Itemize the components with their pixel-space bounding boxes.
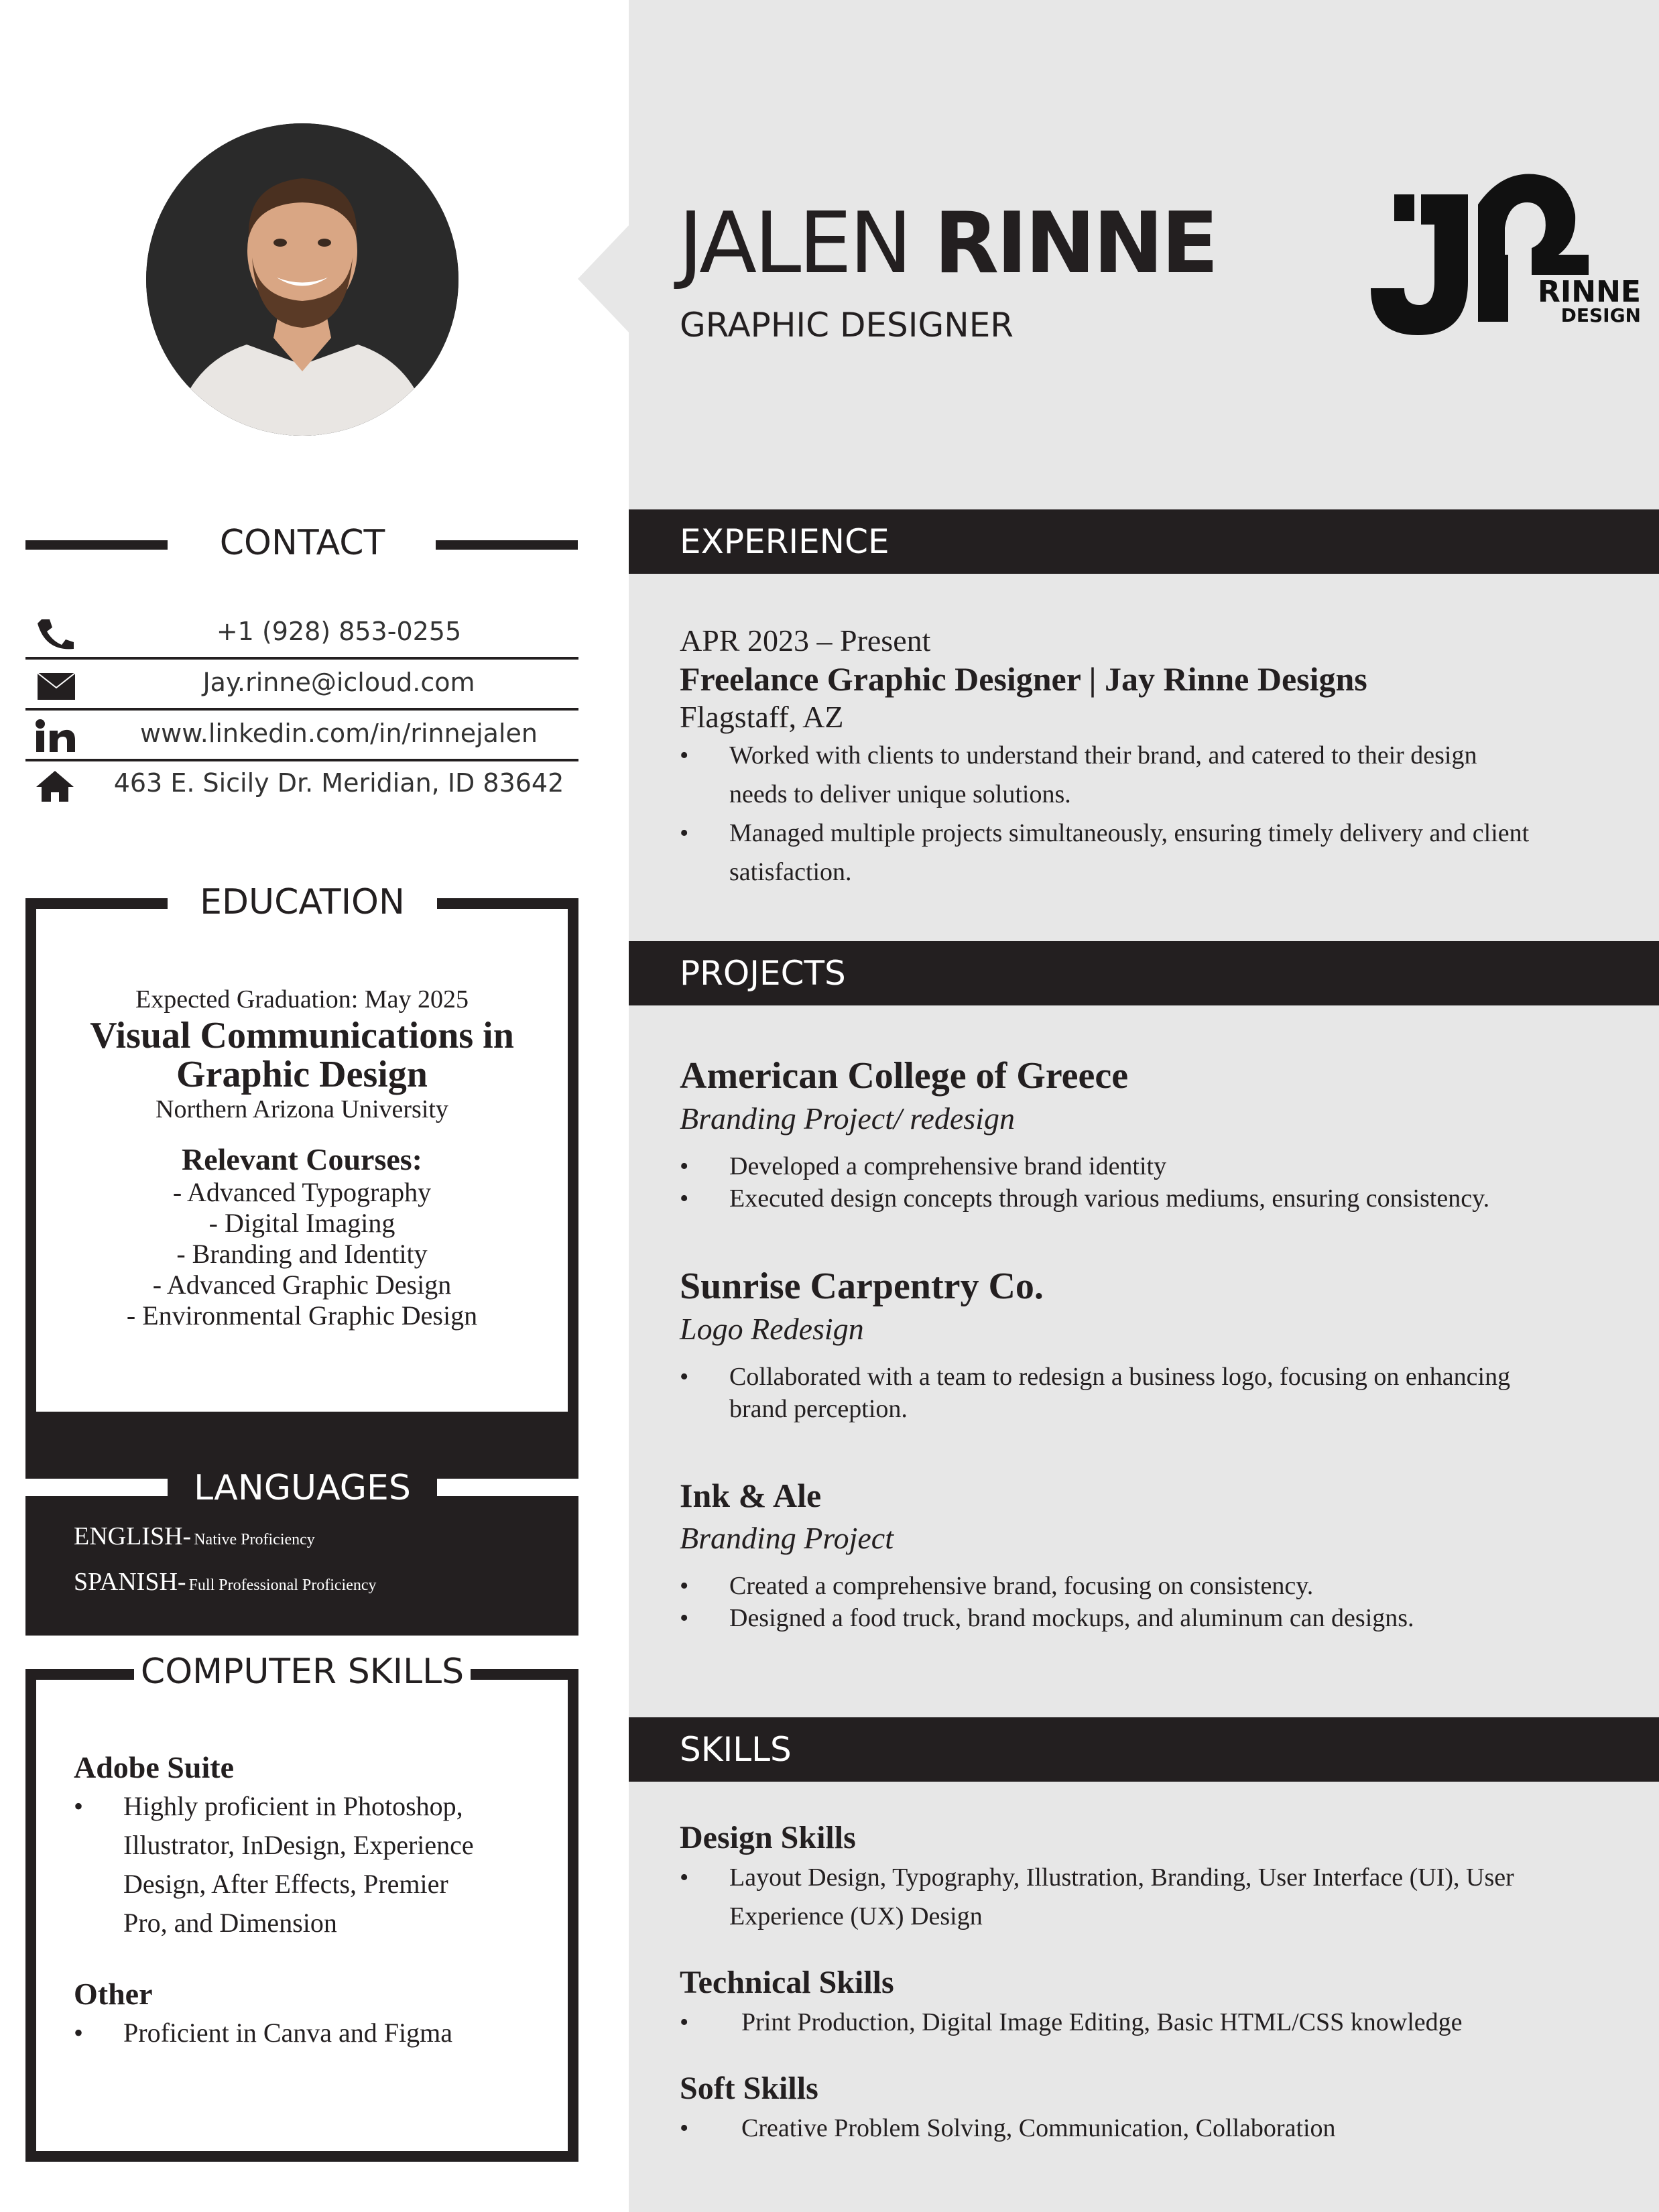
- skill-group-bullet: [74, 2014, 556, 2052]
- first-name: JALEN: [678, 194, 910, 292]
- languages-rule-gap-left: [25, 1479, 168, 1488]
- degree-line-1: Visual Communications in: [90, 1015, 514, 1056]
- language-level: Full Professional Proficiency: [188, 1577, 377, 1594]
- bullet-line: • Proficient in Canva and Figma: [123, 2018, 453, 2048]
- school-name: Northern Arizona University: [156, 1095, 448, 1123]
- skill-bullet: • Print Production, Digital Image Editing, Basic HTML/CSS knowledge: [680, 2003, 1632, 2042]
- contact-heading: CONTACT: [219, 523, 385, 563]
- course-item: - Environmental Graphic Design: [126, 1300, 478, 1331]
- graduation-date: Expected Graduation: May 2025: [135, 985, 469, 1013]
- linkedin-icon: [32, 719, 78, 753]
- contact-address-row: [25, 761, 578, 811]
- person-portrait-icon: [146, 123, 458, 436]
- degree-line-2: Graphic Design: [176, 1054, 428, 1095]
- skill-title: Soft Skills: [680, 2071, 818, 2106]
- experience-bullet: [680, 814, 1632, 892]
- bullet-line: • Layout Design, Typography, Illustration, Branding, User Interface (UI), User: [729, 1863, 1514, 1892]
- skills-content: [680, 1818, 1632, 2148]
- language-name: ENGLISH-: [74, 1522, 192, 1550]
- name-heading: [678, 194, 1217, 292]
- language-spanish: [74, 1567, 377, 1597]
- project-bullet: [680, 1361, 1632, 1425]
- experience-entry: [680, 622, 1632, 892]
- experience-heading: EXPERIENCE: [629, 509, 1659, 574]
- experience-bullet: [680, 736, 1632, 814]
- profile-photo: [146, 123, 458, 436]
- skill-group-bullet: [74, 1787, 556, 1943]
- brand-logo: [1367, 168, 1642, 342]
- course-item: - Advanced Graphic Design: [152, 1270, 452, 1300]
- project-subtitle: Branding Project/ redesign: [680, 1101, 1015, 1135]
- bullet-line: Experience (UX) Design: [729, 1902, 983, 1930]
- projects-heading: PROJECTS: [629, 941, 1659, 1005]
- contact-email-row: [25, 661, 578, 711]
- bullet-line: • Managed multiple projects simultaneously, ensuring timely delivery and client: [729, 819, 1530, 847]
- languages-rule-gap-right: [437, 1479, 578, 1488]
- project-bullet: • Executed design concepts through various mediums, ensuring consistency.: [680, 1182, 1632, 1215]
- project-subtitle: Branding Project: [680, 1521, 894, 1555]
- bullet-line: Illustrator, InDesign, Experience: [123, 1830, 474, 1860]
- bullet-line: needs to deliver unique solutions.: [729, 780, 1071, 808]
- contact-rule-right: [436, 540, 578, 550]
- bullet-line: • Worked with clients to understand their brand, and catered to their design: [729, 741, 1477, 770]
- project-item: [680, 1472, 1632, 1634]
- skill-title: Technical Skills: [680, 1965, 894, 2000]
- contact-email[interactable]: Jay.rinne@icloud.com: [202, 668, 475, 697]
- bullet-line: Pro, and Dimension: [123, 1908, 337, 1938]
- education-content: [36, 983, 568, 1331]
- contact-address: 463 E. Sicily Dr. Meridian, ID 83642: [113, 768, 564, 798]
- skill-group-title: Other: [74, 1977, 153, 2011]
- language-level: Native Proficiency: [194, 1531, 315, 1548]
- contact-rule-left: [25, 540, 168, 550]
- experience-dates: APR 2023 – Present: [680, 623, 931, 658]
- courses-heading: Relevant Courses:: [182, 1142, 422, 1176]
- languages-box: [25, 1496, 578, 1636]
- jr-logo-icon: [1367, 168, 1642, 342]
- skill-bullet: [680, 1858, 1632, 1936]
- logo-text-rinne: RINNE: [1538, 275, 1641, 309]
- experience-role: Freelance Graphic Designer | Jay Rinne Designs: [680, 660, 1367, 698]
- project-title: Sunrise Carpentry Co.: [680, 1266, 1044, 1307]
- experience-location: Flagstaff, AZ: [680, 700, 844, 734]
- skills-heading: SKILLS: [629, 1717, 1659, 1782]
- project-item: [680, 1263, 1632, 1425]
- last-name: RINNE: [934, 194, 1217, 292]
- phone-icon: [32, 617, 78, 652]
- languages-heading: LANGUAGES: [168, 1468, 437, 1508]
- course-item: - Digital Imaging: [208, 1208, 395, 1238]
- contact-phone[interactable]: +1 (928) 853-0255: [216, 617, 462, 646]
- bullet-line: • Collaborated with a team to redesign a business logo, focusing on enhancing: [729, 1363, 1511, 1391]
- skill-bullet: • Creative Problem Solving, Communication, Collaboration: [680, 2109, 1632, 2148]
- project-item: [680, 1052, 1632, 1215]
- skill-title: Design Skills: [680, 1820, 856, 1855]
- home-icon: [32, 768, 78, 803]
- project-bullet: • Developed a comprehensive brand identity: [680, 1150, 1632, 1182]
- mail-icon: [32, 668, 78, 702]
- course-item: - Branding and Identity: [176, 1239, 428, 1269]
- contact-phone-row: [25, 610, 578, 660]
- project-subtitle: Logo Redesign: [680, 1312, 864, 1346]
- project-title: Ink & Ale: [680, 1477, 822, 1514]
- skill-group-title: Adobe Suite: [74, 1750, 234, 1784]
- course-item: - Advanced Typography: [172, 1177, 432, 1207]
- bullet-line: • Highly proficient in Photoshop,: [123, 1791, 463, 1821]
- project-bullet: • Designed a food truck, brand mockups, and aluminum can designs.: [680, 1602, 1632, 1634]
- computer-skills-content: [74, 1748, 556, 2052]
- bullet-line: brand perception.: [729, 1395, 908, 1423]
- language-english: [74, 1522, 315, 1551]
- contact-linkedin-row: [25, 712, 578, 761]
- bullet-line: Design, After Effects, Premier: [123, 1869, 448, 1899]
- bullet-line: satisfaction.: [729, 858, 852, 886]
- computer-skills-heading: COMPUTER SKILLS: [134, 1652, 471, 1692]
- project-bullet: • Created a comprehensive brand, focusing on consistency.: [680, 1570, 1632, 1602]
- language-name: SPANISH-: [74, 1568, 186, 1596]
- contact-linkedin[interactable]: www.linkedin.com/in/rinnejalen: [140, 719, 538, 748]
- education-heading: EDUCATION: [168, 882, 437, 922]
- logo-text-design: DESIGN: [1560, 304, 1641, 326]
- header-pointer-arrow: [578, 223, 631, 335]
- job-title: GRAPHIC DESIGNER: [680, 306, 1014, 345]
- project-title: American College of Greece: [680, 1055, 1129, 1097]
